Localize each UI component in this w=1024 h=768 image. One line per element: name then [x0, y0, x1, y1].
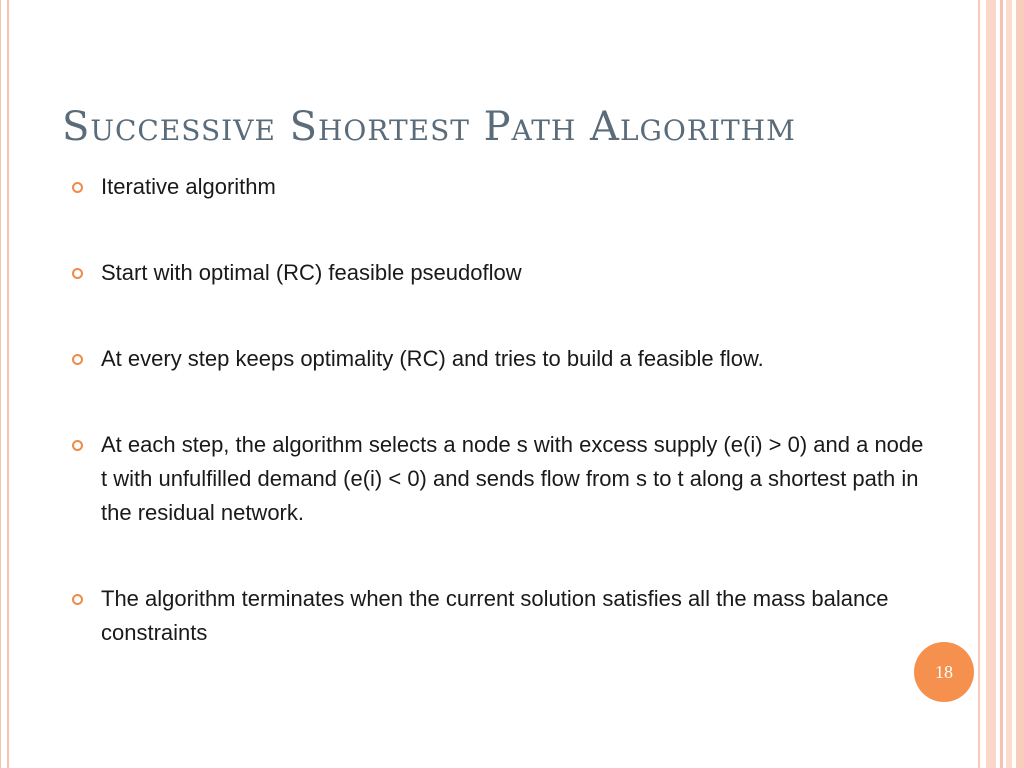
bullet-text: Iterative algorithm: [101, 174, 276, 199]
bullet-text: Start with optimal (RC) feasible pseudoflow: [101, 260, 522, 285]
bullet-item: [72, 170, 932, 204]
bullet-list: [72, 170, 932, 650]
stripe: [986, 0, 996, 768]
bullet-item: [72, 256, 932, 290]
stripe: [1006, 0, 1012, 768]
stripe: [1000, 0, 1003, 768]
stripe: [978, 0, 980, 768]
right-decorative-stripes: [978, 0, 1024, 768]
page-number-badge: 18: [914, 642, 974, 702]
bullet-text: At every step keeps optimality (RC) and tries to build a feasible flow.: [101, 346, 764, 371]
circle-bullet-icon: [72, 594, 83, 605]
left-decorative-border: [0, 0, 12, 768]
bullet-text: At each step, the algorithm selects a node s with excess supply (e(i) > 0) and a node t with unfulfilled demand (e(i) < 0) and sends flow from s to t along a shortest path in the residual network.: [101, 432, 924, 525]
bullet-item: [72, 582, 932, 650]
circle-bullet-icon: [72, 440, 83, 451]
circle-bullet-icon: [72, 268, 83, 279]
stripe: [1016, 0, 1024, 768]
bullet-item: [72, 342, 932, 376]
bullet-text: The algorithm terminates when the current solution satisfies all the mass balance constraints: [101, 586, 889, 645]
circle-bullet-icon: [72, 182, 83, 193]
slide-title: Successive Shortest Path Algorithm: [62, 104, 796, 150]
circle-bullet-icon: [72, 354, 83, 365]
bullet-item: [72, 428, 932, 530]
